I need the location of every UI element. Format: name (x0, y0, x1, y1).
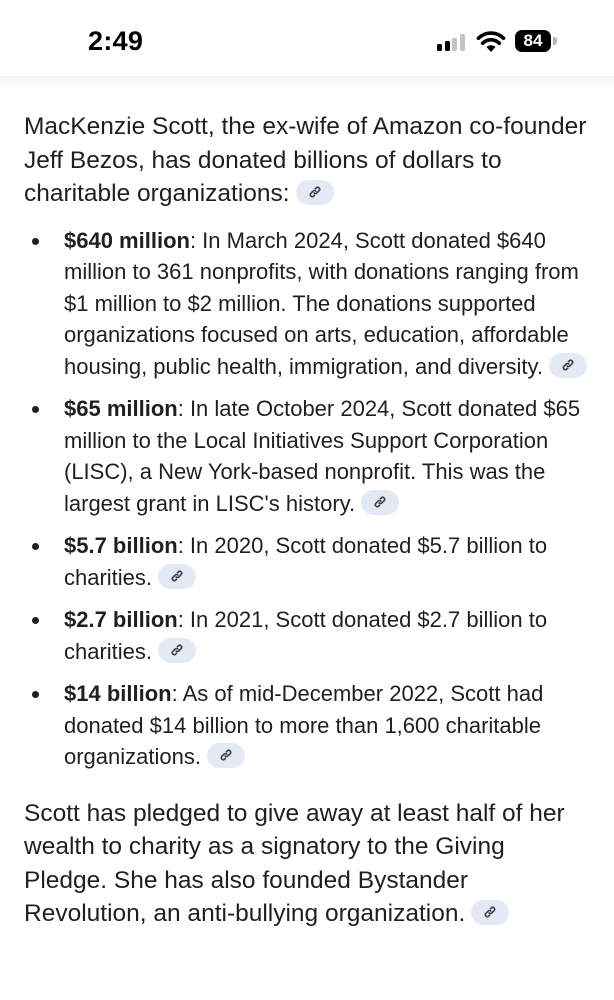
bullet-lead: $14 billion (64, 681, 172, 706)
bullet-text: : In 2020, Scott donated $5.7 billion to charities. (64, 533, 548, 590)
list-item (24, 530, 590, 593)
status-time: 2:49 (88, 26, 144, 56)
wifi-icon (476, 29, 506, 53)
list-item (24, 604, 590, 667)
source-link-chip[interactable] (471, 900, 509, 925)
cellular-signal-icon (437, 33, 467, 51)
link-icon (307, 184, 323, 200)
bullet-lead: $5.7 billion (64, 533, 178, 558)
bullet-dot (32, 238, 39, 245)
bullet-lead: $640 million (64, 227, 190, 253)
source-link-chip[interactable] (549, 353, 587, 378)
bullet-dot (32, 406, 39, 413)
bullet-text: : In late October 2024, Scott donated $65 million to the Local Initiatives Support Corporation (LISC), a New York-based nonprofit. This was the largest grant in LISC's history. (64, 396, 581, 516)
battery-icon: 84 (515, 30, 551, 52)
closing-paragraph (24, 797, 590, 931)
bullet-dot (32, 691, 39, 698)
intro-text: MacKenzie Scott, the ex-wife of Amazon co-founder Jeff Bezos, has donated billions of dollars to charitable organizations: (24, 113, 587, 207)
bullet-text: : As of mid-December 2022, Scott had donated $14 billion to more than 1,600 charitable organizations. (64, 681, 544, 769)
source-link-chip[interactable] (158, 638, 196, 663)
list-item (24, 225, 590, 383)
intro-paragraph (24, 110, 590, 211)
link-icon (560, 357, 576, 373)
bullet-lead: $2.7 billion (64, 607, 178, 632)
list-item (24, 678, 590, 773)
scroll-fade (0, 76, 614, 90)
bullet-dot (32, 617, 39, 624)
closing-text: Scott has pledged to give away at least half of her wealth to charity as a signatory to the Giving Pledge. She has also founded Bystander Revolution, an anti-bullying organization. (24, 799, 565, 927)
link-icon (169, 642, 185, 658)
link-icon (169, 568, 185, 584)
bullet-dot (32, 543, 39, 550)
bullet-text: : In 2021, Scott donated $2.7 billion to charities. (64, 607, 548, 664)
source-link-chip[interactable] (207, 743, 245, 768)
bullet-lead: $65 million (64, 396, 178, 421)
battery-tip (553, 37, 557, 45)
response-content (24, 110, 590, 931)
bullet-text: : In March 2024, Scott donated $640 million to 361 nonprofits, with donations ranging from $1 million to $2 million. The donations supported organizations focused on arts, education, affordable housing, public health, immigration, and diversity. (64, 227, 579, 379)
source-link-chip[interactable] (296, 180, 334, 205)
link-icon (372, 494, 388, 510)
link-icon (218, 747, 234, 763)
donation-list (24, 225, 590, 773)
list-item (24, 393, 590, 519)
link-icon (482, 904, 498, 920)
source-link-chip[interactable] (158, 564, 196, 589)
status-bar (0, 0, 614, 78)
source-link-chip[interactable] (361, 490, 399, 515)
